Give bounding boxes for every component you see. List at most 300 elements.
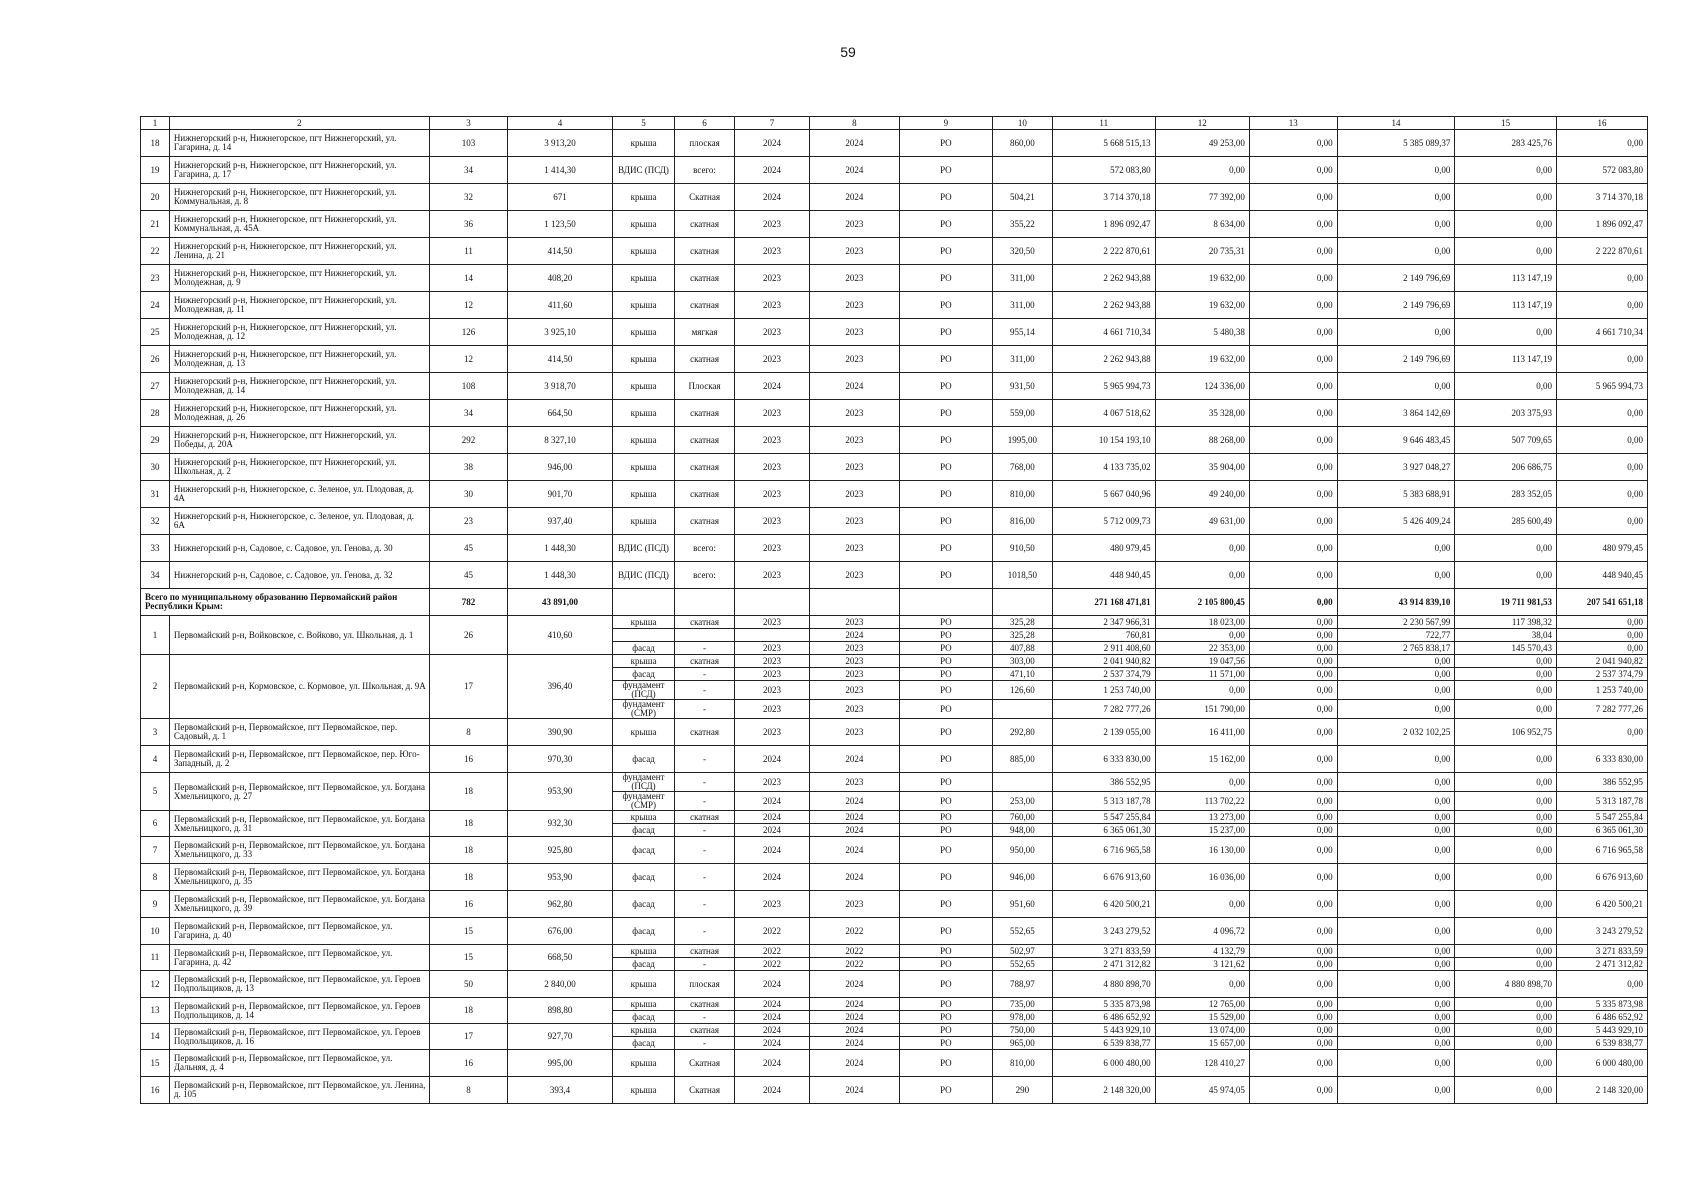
table-cell: 4 133 735,02 [1052, 454, 1155, 481]
table-cell: РО [899, 373, 992, 400]
table-cell: 407,88 [992, 642, 1052, 655]
table-cell: 2024 [809, 811, 899, 824]
table-cell: - [675, 642, 735, 655]
table-cell: 9 646 483,45 [1337, 427, 1455, 454]
table-cell: 2022 [735, 958, 810, 971]
table-cell: 253,00 [992, 792, 1052, 811]
table-cell: 2024 [809, 373, 899, 400]
table-cell: 0,00 [1455, 1024, 1557, 1037]
table-cell: 2024 [809, 1077, 899, 1104]
table-cell: фундамент (СМР) [612, 700, 674, 719]
table-cell: РО [899, 998, 992, 1011]
table-cell: 950,00 [992, 837, 1052, 864]
table-row [141, 454, 1648, 481]
table-cell: 0,00 [1249, 265, 1337, 292]
table-cell: 0,00 [1249, 655, 1337, 668]
table-cell: 2024 [735, 1077, 810, 1104]
table-row [141, 1050, 1648, 1077]
table-cell: 0,00 [1249, 481, 1337, 508]
table-cell: 471,10 [992, 668, 1052, 681]
table-cell: 0,00 [1249, 400, 1337, 427]
table-cell [612, 629, 674, 642]
table-cell: 3 714 370,18 [1052, 184, 1155, 211]
table-cell: скатная [675, 238, 735, 265]
table-cell: 34 [429, 400, 507, 427]
column-number: 16 [1556, 117, 1647, 130]
table-cell: 0,00 [1337, 971, 1455, 998]
address-cell: Нижнегорский р-н, Нижнегорское, пгт Нижнегорский, ул. Молодежная, д. 13 [169, 346, 429, 373]
table-cell: 3 243 279,52 [1556, 918, 1647, 945]
table-cell: 18 [429, 998, 507, 1024]
table-cell: крыша [612, 1050, 674, 1077]
table-cell: 0,00 [1249, 792, 1337, 811]
address-cell: Нижнегорский р-н, Нижнегорское, пгт Нижнегорский, ул. Гагарина, д. 17 [169, 157, 429, 184]
table-cell: фасад [612, 1037, 674, 1050]
table-cell: 88 268,00 [1155, 427, 1249, 454]
table-cell: 0,00 [1337, 535, 1455, 562]
table-cell: 664,50 [508, 400, 613, 427]
table-cell: 410,60 [508, 616, 613, 655]
table-cell: 26 [429, 616, 507, 655]
table-cell: 2023 [735, 681, 810, 700]
table-cell: 22 [141, 238, 170, 265]
table-cell: 0,00 [1455, 1037, 1557, 1050]
table-cell: всего: [675, 562, 735, 589]
table-cell: 6 486 652,92 [1052, 1011, 1155, 1024]
address-cell: Нижнегорский р-н, Нижнегорское, пгт Нижнегорский, ул. Молодежная, д. 9 [169, 265, 429, 292]
address-cell: Первомайский р-н, Первомайское, пгт Первомайское, ул. Дальняя, д. 4 [169, 1050, 429, 1077]
table-cell: РО [899, 184, 992, 211]
table-cell: 2024 [735, 746, 810, 773]
table-cell: 283 352,05 [1455, 481, 1557, 508]
address-cell: Первомайский р-н, Первомайское, пгт Первомайское, ул. Богдана Хмельницкого, д. 31 [169, 811, 429, 837]
table-row [141, 1077, 1648, 1104]
table-row [141, 265, 1648, 292]
column-number: 2 [169, 117, 429, 130]
table-cell: крыша [612, 481, 674, 508]
table-cell: 1018,50 [992, 562, 1052, 589]
address-cell: Нижнегорский р-н, Нижнегорское, с. Зеленое, ул. Плодовая, д. 4А [169, 481, 429, 508]
table-cell: фасад [612, 746, 674, 773]
table-cell: 414,50 [508, 346, 613, 373]
table-cell: 0,00 [1455, 319, 1557, 346]
table-cell: 108 [429, 373, 507, 400]
column-number: 15 [1455, 117, 1557, 130]
table-cell: 21 [141, 211, 170, 238]
table-cell: 0,00 [1455, 668, 1557, 681]
table-cell: 3 927 048,27 [1337, 454, 1455, 481]
table-cell: 0,00 [1249, 184, 1337, 211]
total-cell: 782 [429, 589, 507, 616]
table-cell: 0,00 [1455, 184, 1557, 211]
table-cell: 2 148 320,00 [1556, 1077, 1647, 1104]
table-cell: 0,00 [1249, 945, 1337, 958]
total-cell [675, 589, 735, 616]
table-cell: 2022 [809, 958, 899, 971]
table-cell: - [675, 746, 735, 773]
table-cell: 28 [141, 400, 170, 427]
table-cell: 0,00 [1249, 238, 1337, 265]
table-cell: 303,00 [992, 655, 1052, 668]
table-cell: РО [899, 971, 992, 998]
table-cell: РО [899, 427, 992, 454]
table-cell: 2 262 943,88 [1052, 346, 1155, 373]
table-cell: 0,00 [1455, 211, 1557, 238]
table-cell: 2023 [809, 616, 899, 629]
table-cell: 0,00 [1155, 971, 1249, 998]
table-cell: крыша [612, 319, 674, 346]
table-cell: 2024 [735, 130, 810, 157]
table-cell: 937,40 [508, 508, 613, 535]
address-cell: Нижнегорский р-н, Нижнегорское, пгт Нижнегорский, ул. Коммунальная, д. 45А [169, 211, 429, 238]
table-cell: 2024 [809, 1011, 899, 1024]
table-cell: 0,00 [1249, 700, 1337, 719]
table-cell: 0,00 [1556, 292, 1647, 319]
table-cell: 2023 [735, 891, 810, 918]
table-cell: 24 [141, 292, 170, 319]
table-cell: 0,00 [1249, 629, 1337, 642]
column-number: 14 [1337, 117, 1455, 130]
table-cell: всего: [675, 157, 735, 184]
table-cell: 19 632,00 [1155, 265, 1249, 292]
table-cell: 2 222 870,61 [1052, 238, 1155, 265]
table-cell: РО [899, 642, 992, 655]
table-cell: 2023 [809, 346, 899, 373]
table-cell: РО [899, 681, 992, 700]
table-cell: 3 271 833,59 [1052, 945, 1155, 958]
table-cell: 970,30 [508, 746, 613, 773]
table-cell: 931,50 [992, 373, 1052, 400]
table-cell: 113 147,19 [1455, 346, 1557, 373]
table-cell: - [675, 824, 735, 837]
table-cell: 0,00 [1337, 824, 1455, 837]
table-cell: 3 925,10 [508, 319, 613, 346]
table-cell: 49 631,00 [1155, 508, 1249, 535]
table-cell: 5 965 994,73 [1052, 373, 1155, 400]
table-cell: 2 840,00 [508, 971, 613, 998]
table-cell: РО [899, 211, 992, 238]
table-cell: 4 880 898,70 [1455, 971, 1557, 998]
table-cell: 0,00 [1337, 211, 1455, 238]
table-cell: 2024 [809, 746, 899, 773]
total-label: Всего по муниципальному образованию Первомайский район Республики Крым: [141, 589, 430, 616]
total-row [141, 589, 1648, 616]
table-cell: крыша [612, 719, 674, 746]
table-cell: 2022 [809, 945, 899, 958]
table-cell: РО [899, 837, 992, 864]
address-cell: Первомайский р-н, Первомайское, пгт Первомайское, ул. Гагарина, д. 40 [169, 918, 429, 945]
table-cell: 0,00 [1455, 1011, 1557, 1024]
table-cell: 12 [429, 346, 507, 373]
page-number: 59 [840, 44, 856, 60]
table-cell: 6 333 830,00 [1052, 746, 1155, 773]
table-cell: РО [899, 454, 992, 481]
table-cell: 0,00 [1249, 562, 1337, 589]
table-cell [992, 700, 1052, 719]
table-cell: 480 979,45 [1556, 535, 1647, 562]
table-cell: Плоская [675, 373, 735, 400]
table-cell: 290 [992, 1077, 1052, 1104]
table-cell: РО [899, 719, 992, 746]
table-cell: РО [899, 864, 992, 891]
column-number: 4 [508, 117, 613, 130]
table-cell: РО [899, 918, 992, 945]
table-cell: 12 765,00 [1155, 998, 1249, 1011]
table-row [141, 864, 1648, 891]
row-number: 4 [141, 746, 170, 773]
table-cell: 2024 [735, 971, 810, 998]
table-cell: 0,00 [1455, 157, 1557, 184]
table-cell: РО [899, 292, 992, 319]
table-cell: 2024 [809, 971, 899, 998]
table-cell: 480 979,45 [1052, 535, 1155, 562]
table-row [141, 373, 1648, 400]
table-cell: 0,00 [1249, 319, 1337, 346]
table-cell: крыша [612, 292, 674, 319]
table-row [141, 400, 1648, 427]
table-cell: РО [899, 616, 992, 629]
table-cell: 2024 [735, 792, 810, 811]
table-cell: 2024 [809, 837, 899, 864]
table-cell: 4 067 518,62 [1052, 400, 1155, 427]
table-cell: ВДИС (ПСД) [612, 562, 674, 589]
table-cell: 2023 [809, 454, 899, 481]
table-cell: фундамент (ПСД) [612, 681, 674, 700]
total-cell: 0,00 [1249, 589, 1337, 616]
table-cell: 2024 [809, 864, 899, 891]
table-cell: крыша [612, 130, 674, 157]
table-cell: РО [899, 535, 992, 562]
table-cell: фасад [612, 642, 674, 655]
table-cell: 2024 [735, 824, 810, 837]
table-cell: 0,00 [1455, 535, 1557, 562]
table-cell: 0,00 [1337, 184, 1455, 211]
table-cell: 2023 [735, 562, 810, 589]
table-cell: РО [899, 1077, 992, 1104]
row-number: 16 [141, 1077, 170, 1104]
table-cell: 0,00 [1337, 773, 1455, 792]
table-cell: 925,80 [508, 837, 613, 864]
table-cell: - [675, 918, 735, 945]
table-cell: 2 041 940,82 [1556, 655, 1647, 668]
table-cell: 0,00 [1249, 918, 1337, 945]
total-cell: 2 105 800,45 [1155, 589, 1249, 616]
table-cell: 2024 [809, 1050, 899, 1077]
table-cell [992, 157, 1052, 184]
table-cell: 16 [429, 746, 507, 773]
table-cell: 30 [141, 454, 170, 481]
table-cell: 32 [429, 184, 507, 211]
table-cell: 2 471 312,82 [1556, 958, 1647, 971]
table-cell: 750,00 [992, 1024, 1052, 1037]
table-cell: 2023 [809, 292, 899, 319]
table-cell: 3 271 833,59 [1556, 945, 1647, 958]
table-cell: 45 [429, 535, 507, 562]
table-cell: фасад [612, 958, 674, 971]
table-cell: 4 880 898,70 [1052, 971, 1155, 998]
table-cell: 2 765 838,17 [1337, 642, 1455, 655]
table-cell: 0,00 [1455, 681, 1557, 700]
table-cell: РО [899, 700, 992, 719]
table-cell: 676,00 [508, 918, 613, 945]
table-cell [675, 629, 735, 642]
address-cell: Нижнегорский р-н, Нижнегорское, пгт Нижнегорский, ул. Молодежная, д. 11 [169, 292, 429, 319]
table-cell: 552,65 [992, 918, 1052, 945]
table-cell: - [675, 700, 735, 719]
table-cell [735, 629, 810, 642]
table-cell: 0,00 [1249, 837, 1337, 864]
table-cell: 5 426 409,24 [1337, 508, 1455, 535]
table-cell: 2023 [809, 400, 899, 427]
table-row [141, 130, 1648, 157]
table-cell: 2024 [809, 1037, 899, 1050]
table-cell: 0,00 [1455, 773, 1557, 792]
table-cell: 2 537 374,79 [1556, 668, 1647, 681]
table-cell: 927,70 [508, 1024, 613, 1050]
table-cell: 559,00 [992, 400, 1052, 427]
table-row [141, 535, 1648, 562]
table-cell: скатная [675, 481, 735, 508]
table-cell: 414,50 [508, 238, 613, 265]
total-cell [899, 589, 992, 616]
table-cell: 2 262 943,88 [1052, 265, 1155, 292]
table-cell: 0,00 [1337, 998, 1455, 1011]
table-cell: 2024 [809, 157, 899, 184]
table-cell: Скатная [675, 1077, 735, 1104]
table-cell: ВДИС (ПСД) [612, 535, 674, 562]
table-cell: 0,00 [1556, 629, 1647, 642]
column-number: 6 [675, 117, 735, 130]
table-cell: 946,00 [992, 864, 1052, 891]
table-cell: 2 149 796,69 [1337, 265, 1455, 292]
total-cell: 19 711 981,53 [1455, 589, 1557, 616]
table-cell: фасад [612, 668, 674, 681]
table-cell: 0,00 [1337, 837, 1455, 864]
table-cell: 5 480,38 [1155, 319, 1249, 346]
table-cell: 6 365 061,30 [1556, 824, 1647, 837]
table-cell: 2 139 055,00 [1052, 719, 1155, 746]
table-cell: 0,00 [1249, 891, 1337, 918]
table-cell: крыша [612, 971, 674, 998]
table-cell: РО [899, 157, 992, 184]
table-cell: 0,00 [1556, 130, 1647, 157]
table-cell: 2023 [809, 642, 899, 655]
table-cell: 8 634,00 [1155, 211, 1249, 238]
table-cell: 948,00 [992, 824, 1052, 837]
table-cell: 126 [429, 319, 507, 346]
table-cell: 38,04 [1455, 629, 1557, 642]
total-cell: 271 168 471,81 [1052, 589, 1155, 616]
table-cell: РО [899, 891, 992, 918]
table-cell: 0,00 [1249, 130, 1337, 157]
table-cell: фасад [612, 918, 674, 945]
table-cell: 0,00 [1337, 562, 1455, 589]
table-cell: 0,00 [1455, 918, 1557, 945]
table-cell: 910,50 [992, 535, 1052, 562]
table-cell: 0,00 [1455, 1077, 1557, 1104]
table-cell: 19 632,00 [1155, 346, 1249, 373]
table-cell: крыша [612, 998, 674, 1011]
table-cell: крыша [612, 1024, 674, 1037]
table-cell: 2024 [735, 1011, 810, 1024]
table-cell: 1 448,30 [508, 535, 613, 562]
row-number: 3 [141, 719, 170, 746]
table-row [141, 1024, 1648, 1037]
row-number: 1 [141, 616, 170, 655]
table-cell: 0,00 [1249, 668, 1337, 681]
table-cell: 0,00 [1337, 1037, 1455, 1050]
table-cell: 0,00 [1455, 811, 1557, 824]
table-cell: 0,00 [1556, 400, 1647, 427]
table-cell: 128 410,27 [1155, 1050, 1249, 1077]
table-cell: 2 222 870,61 [1556, 238, 1647, 265]
table-cell: РО [899, 1037, 992, 1050]
table-cell: фасад [612, 824, 674, 837]
table-cell: 35 904,00 [1155, 454, 1249, 481]
table-cell: 7 282 777,26 [1052, 700, 1155, 719]
address-cell: Нижнегорский р-н, Садовое, с. Садовое, ул. Генова, д. 30 [169, 535, 429, 562]
row-number: 5 [141, 773, 170, 811]
table-cell: 6 716 965,58 [1556, 837, 1647, 864]
table-cell: 408,20 [508, 265, 613, 292]
table-cell: 0,00 [1337, 1050, 1455, 1077]
table-cell: 2023 [809, 700, 899, 719]
table-cell: 0,00 [1249, 346, 1337, 373]
table-row [141, 562, 1648, 589]
table-cell: РО [899, 655, 992, 668]
table-cell: 15 162,00 [1155, 746, 1249, 773]
table-cell: 390,90 [508, 719, 613, 746]
column-number: 7 [735, 117, 810, 130]
table-cell: скатная [675, 211, 735, 238]
table-cell: 5 547 255,84 [1556, 811, 1647, 824]
table-cell: 2 347 966,31 [1052, 616, 1155, 629]
table-cell: 4 661 710,34 [1556, 319, 1647, 346]
table-cell: 2 471 312,82 [1052, 958, 1155, 971]
table-cell: 0,00 [1249, 681, 1337, 700]
table-cell: 49 253,00 [1155, 130, 1249, 157]
table-cell: 5 313 187,78 [1052, 792, 1155, 811]
table-cell: 0,00 [1155, 535, 1249, 562]
table-cell: скатная [675, 508, 735, 535]
table-cell: 411,60 [508, 292, 613, 319]
table-cell: 2023 [735, 454, 810, 481]
table-cell: 0,00 [1455, 864, 1557, 891]
table-cell: 0,00 [1249, 535, 1337, 562]
table-cell: 932,30 [508, 811, 613, 837]
table-cell: РО [899, 400, 992, 427]
table-cell: 0,00 [1337, 958, 1455, 971]
table-cell: 16 130,00 [1155, 837, 1249, 864]
table-cell: 2024 [735, 811, 810, 824]
table-cell: 2 262 943,88 [1052, 292, 1155, 319]
table-cell: 15 237,00 [1155, 824, 1249, 837]
table-cell: 0,00 [1455, 945, 1557, 958]
table-cell: РО [899, 1050, 992, 1077]
table-cell: 0,00 [1337, 668, 1455, 681]
table-cell: 0,00 [1455, 891, 1557, 918]
table-cell: 5 668 515,13 [1052, 130, 1155, 157]
address-cell: Нижнегорский р-н, Нижнегорское, с. Зеленое, ул. Плодовая, д. 6А [169, 508, 429, 535]
total-cell [612, 589, 674, 616]
table-cell: 285 600,49 [1455, 508, 1557, 535]
table-cell: 33 [141, 535, 170, 562]
total-cell [809, 589, 899, 616]
table-cell: 2023 [735, 211, 810, 238]
table-cell: 0,00 [1249, 508, 1337, 535]
table-row [141, 292, 1648, 319]
table-cell: 5 443 929,10 [1052, 1024, 1155, 1037]
